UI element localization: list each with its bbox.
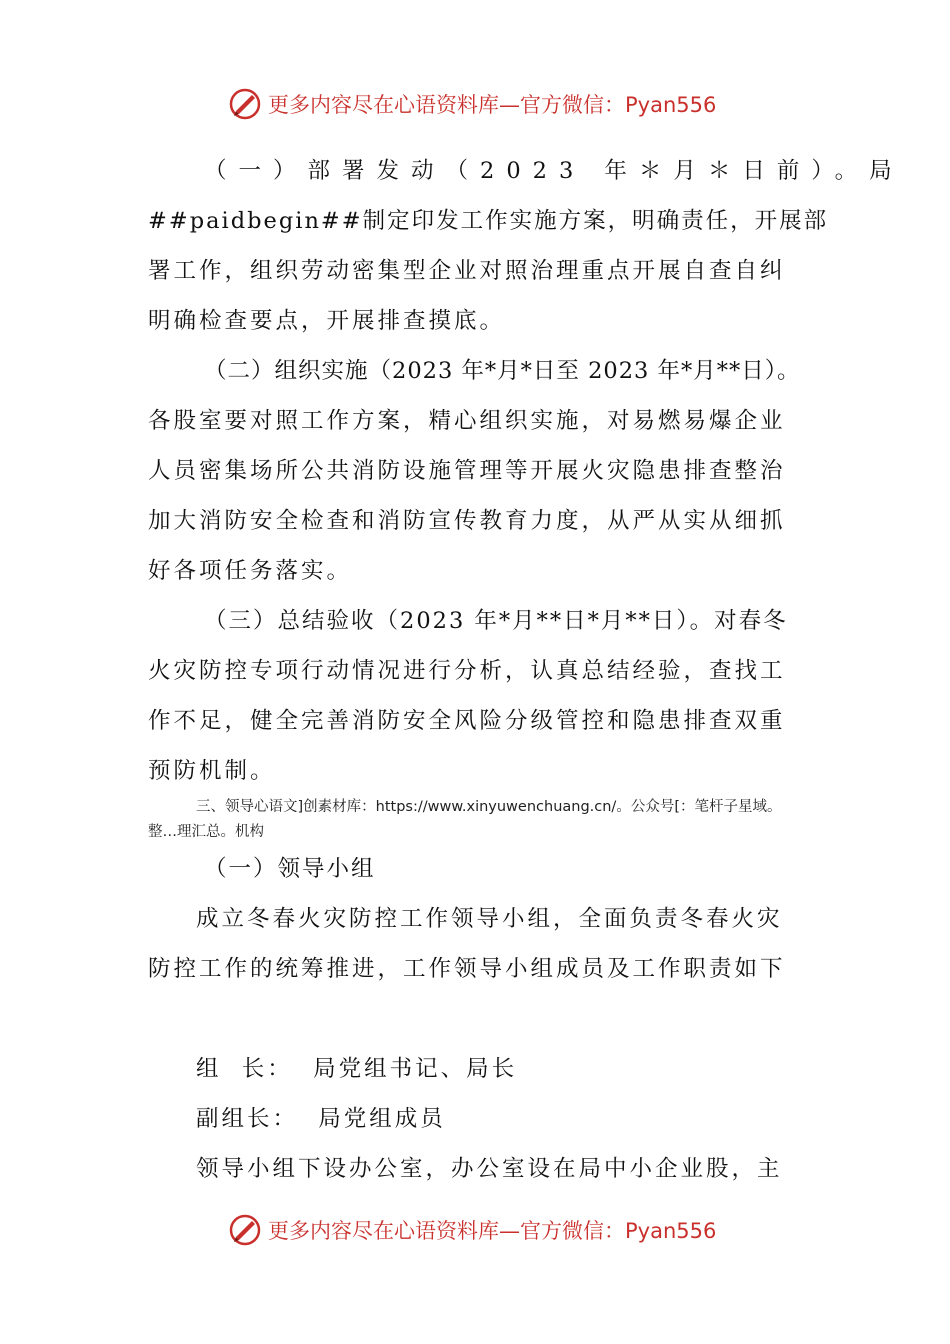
paragraph-line: 明确检查要点，开展排查摸底。 [148, 308, 506, 334]
paragraph-line: 作不足，健全完善消防安全风险分级管控和隐患排查双重 [148, 708, 786, 734]
paragraph-line: 好各项任务落实。 [148, 558, 353, 584]
pen-logo-icon [228, 1213, 262, 1247]
paragraph-line: 加大消防安全检查和消防宣传教育力度，从严从实从细抓 [148, 508, 786, 534]
paragraph-line: 领导小组下设办公室，办公室设在局中小企业股，主 [196, 1156, 783, 1182]
member-line: 副组长： 局党组成员 [196, 1106, 446, 1132]
paragraph-line: 成立冬春火灾防控工作领导小组，全面负责冬春火灾 [196, 906, 783, 932]
member-line: 组 长： 局党组书记、局长 [196, 1056, 518, 1082]
paragraph-line: 火灾防控专项行动情况进行分析，认真总结经验，查找工 [148, 658, 786, 684]
pen-logo-icon [228, 87, 262, 121]
paragraph-line: 各股室要对照工作方案，精心组织实施，对易燃易爆企业 [148, 408, 786, 434]
paragraph-line: （三）总结验收（2023 年*月**日*月**日）。对春冬 [204, 608, 788, 634]
paragraph-line: （一）部署发动（2023 年＊月＊日前）。局 [204, 158, 904, 184]
paragraph-line: 署工作，组织劳动密集型企业对照治理重点开展自查自纠 [148, 258, 786, 284]
paragraph-line: ##paidbegin##制定印发工作实施方案，明确责任，开展部 [148, 208, 829, 234]
footer-banner [228, 1210, 728, 1250]
paragraph-line: 防控工作的统筹推进，工作领导小组成员及工作职责如下 [148, 956, 786, 982]
header-banner [228, 84, 728, 124]
paragraph-line: 预防机制。 [148, 758, 276, 784]
paragraph-line: 人员密集场所公共消防设施管理等开展火灾隐患排查整治 [148, 458, 786, 484]
section-heading: （一）领导小组 [204, 856, 376, 882]
note-line: 三、领导心语文]创素材库：https://www.xinyuwenchuang.cn/。公众号[：笔杆子星域。 [196, 799, 782, 815]
note-line: 整…理汇总。机构 [148, 824, 264, 840]
header-banner-text: 更多内容尽在心语资料库—官方微信：Pyan556 [268, 93, 717, 117]
paragraph-line: （二）组织实施（2023 年*月*日至 2023 年*月**日）。 [204, 358, 801, 384]
footer-banner-text: 更多内容尽在心语资料库—官方微信：Pyan556 [268, 1219, 717, 1243]
